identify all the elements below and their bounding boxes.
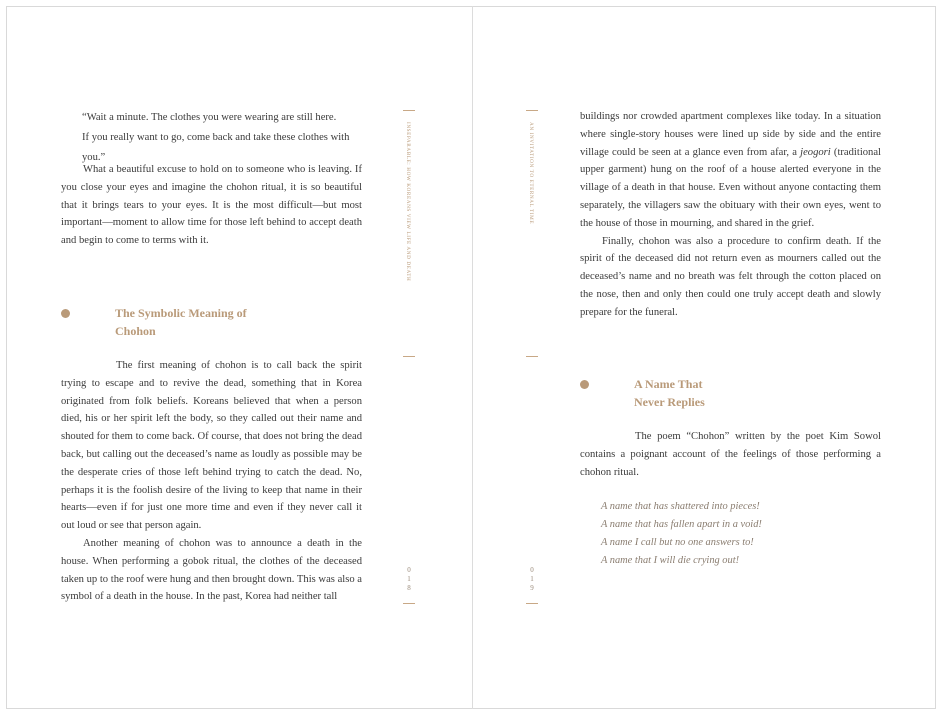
paragraph: Finally, chohon was also a procedure to confirm death. If the spirit of the deceased did not return even as mourners called out the deceased’s name and no breath was felt through the cotton placed on the nose, then and only then could one truly accept death and slowly prepare for the funeral. (580, 235, 881, 318)
page-number-digit: 1 (530, 575, 534, 583)
page-number (528, 566, 536, 593)
body-text-block-4 (580, 428, 881, 481)
margin-rule (403, 110, 415, 111)
margin-rule (526, 356, 538, 357)
section-heading (634, 375, 705, 411)
margin-rule (526, 110, 538, 111)
quote-line: “Wait a minute. The clothes you were wearing are still here. (82, 112, 337, 123)
section-heading-line: Never Replies (634, 395, 705, 409)
paragraph: The first meaning of chohon is to call back the spirit trying to escape and to revive the dead, something that in Korea originated from folk beliefs. Koreans believed that when a person died, his or her spirit left the body, so they called out their name and shouted for them to come back. Of course, that does not bring the dead back, but calling out the deceased’s name as loudly as possible may be the desperate cries of those left behind trying to catch the dead. No, perhaps it is the foolish desire of the living to keep that name in their hearts—even if for just one more time and even if they never call it out loud or see that person again. (61, 360, 362, 532)
paragraph-text: buildings nor crowded apartment complexes like today. In a situation where single-story houses were lined up side by side and the entire village could be seen at a glance even from afar, a (580, 111, 881, 158)
margin-rule (526, 603, 538, 604)
page-number-digit: 0 (407, 566, 411, 574)
poem-line: A name that I will die crying out! (601, 555, 740, 566)
opening-quote (82, 108, 372, 168)
section-heading-line: A Name That (634, 377, 703, 391)
margin-rule (403, 603, 415, 604)
paragraph: Another meaning of chohon was to announce a death in the house. When performing a gobok ritual, the clothes of the deceased taken up to the roof were hung and then brought down. This was also a symbol of a death in the house. In the past, Korea had neither tall (61, 537, 362, 603)
margin-rule (403, 356, 415, 357)
page-number-digit: 0 (530, 566, 534, 574)
section-bullet (61, 309, 70, 318)
poem-line: A name that has fallen apart in a void! (601, 519, 762, 530)
italic-term: jeogori (800, 146, 831, 158)
poem-line: A name I call but no one answers to! (601, 537, 754, 548)
running-head: AN INVITATION TO ETERNAL TIME (528, 122, 534, 225)
paragraph (580, 108, 881, 233)
poem-line: A name that has shattered into pieces! (601, 501, 760, 512)
section-bullet (580, 380, 589, 389)
page-number-digit: 9 (530, 584, 534, 592)
paragraph: The poem “Chohon” written by the poet Kim Sowol contains a poignant account of the feelings of those performing a chohon ritual. (580, 431, 881, 478)
body-text-block-2 (61, 357, 362, 606)
poem-excerpt (601, 498, 762, 570)
running-head: INSEPARABLE: HOW KOREANS VIEW LIFE AND DEATH (405, 122, 411, 282)
section-heading (115, 304, 247, 340)
page-number (405, 566, 413, 593)
page-number-digit: 8 (407, 584, 411, 592)
quote-line: If you really want to go, come back and take these clothes with you.” (82, 132, 350, 163)
paragraph-text: (traditional upper garment) hung on the roof of a house alerted everyone in the village of a death in that house. Even without anyone contacting them separately, the villagers saw the obituary with their own eyes, went to the house of those in mourning, and shared in the grief. (580, 146, 881, 229)
section-heading-line: The Symbolic Meaning of (115, 306, 247, 320)
page-number-digit: 1 (407, 575, 411, 583)
paragraph: What a beautiful excuse to hold on to someone who is leaving. If you close your eyes and imagine the chohon ritual, it is so beautiful that it brings tears to your eyes. It is the most difficult—but most important—moment to allow time for those left behind to accept death and begin to come to terms with it. (61, 164, 362, 247)
section-heading-line: Chohon (115, 324, 156, 338)
body-text-block-1 (61, 161, 362, 250)
body-text-block-3 (580, 108, 881, 322)
